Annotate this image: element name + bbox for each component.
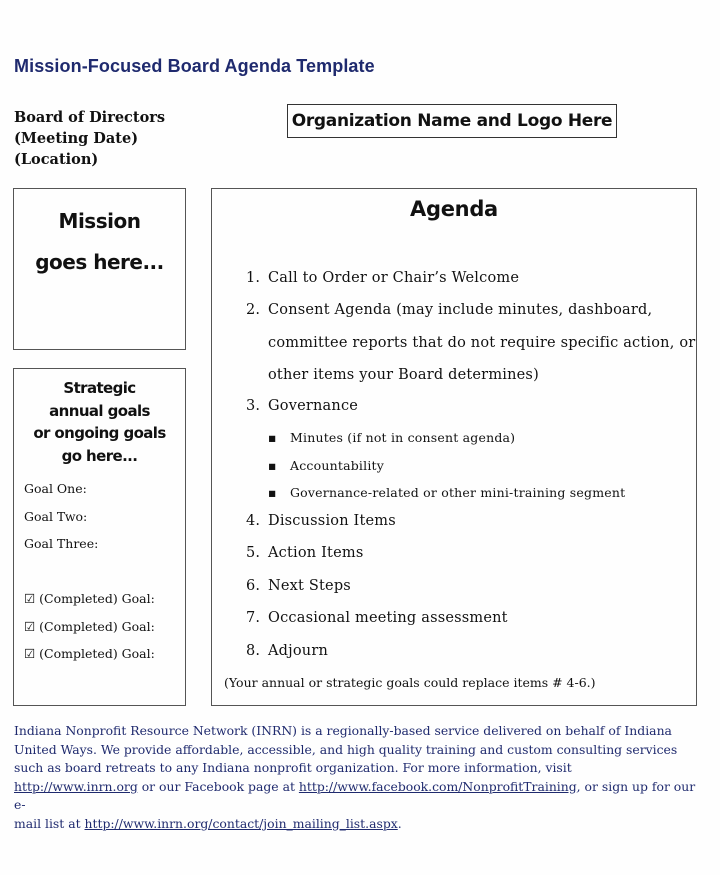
footer-info xyxy=(14,722,704,833)
footer-text: Indiana Nonprofit Resource Network (INRN) is a regionally-based service delivered on behalf of Indiana xyxy=(14,723,672,738)
goal-item: Goal Two: xyxy=(24,508,88,524)
bullet-icon: ▪ xyxy=(268,485,277,500)
mailing-list-link[interactable]: http://www.inrn.org/contact/join_mailing_list.aspx xyxy=(84,815,398,831)
agenda-box xyxy=(211,188,697,706)
completed-goal-item: ☑ (Completed) Goal: xyxy=(24,591,155,606)
agenda-item-text: Discussion Items xyxy=(268,513,396,529)
agenda-item-text: Consent Agenda (may include minutes, dashboard, xyxy=(268,302,653,318)
facebook-link[interactable]: http://www.facebook.com/NonprofitTraining xyxy=(298,778,577,794)
agenda-item-number: 3. xyxy=(246,398,261,414)
goal-item: Goal One: xyxy=(24,481,87,496)
bullet-icon: ▪ xyxy=(268,458,277,473)
completed-goal-item: ☑ (Completed) Goal: xyxy=(24,646,155,661)
goals-box xyxy=(13,368,186,706)
footer-text: , or sign up for our e- xyxy=(14,778,696,812)
agenda-item-text: Governance xyxy=(268,398,359,414)
agenda-item-number: 6. xyxy=(246,578,261,594)
agenda-note: (Your annual or strategic goals could replace items # 4-6.) xyxy=(224,675,596,690)
meeting-date: (Meeting Date) xyxy=(14,130,139,147)
bullet-icon: ▪ xyxy=(268,430,277,445)
subitem-text: Governance-related or other mini-training segment xyxy=(290,485,626,500)
mission-line-1: Mission xyxy=(58,209,141,233)
goals-heading xyxy=(14,377,185,467)
agenda-item-text: Occasional meeting assessment xyxy=(268,610,508,626)
subitem-text: Minutes (if not in consent agenda) xyxy=(290,430,516,445)
goal-item: Goal Three: xyxy=(24,536,99,551)
agenda-item-number: 1. xyxy=(246,270,261,286)
goals-heading-line: go here... xyxy=(61,446,138,465)
agenda-item-text: Adjourn xyxy=(268,643,328,659)
footer-text: mail list at xyxy=(14,815,85,831)
agenda-item-number: 4. xyxy=(246,513,261,529)
footer-text: such as board retreats to any Indiana nonprofit organization. For more information, visit xyxy=(14,760,572,775)
agenda-item-number: 8. xyxy=(246,643,261,659)
completed-goal-item: ☑ (Completed) Goal: xyxy=(24,618,155,634)
agenda-item-text: Action Items xyxy=(268,545,364,561)
agenda-item-text: Call to Order or Chair’s Welcome xyxy=(268,270,520,286)
inrn-link[interactable]: http://www.inrn.org xyxy=(14,778,138,794)
agenda-item-text: other items your Board determines) xyxy=(268,367,539,383)
organization-logo-placeholder xyxy=(287,104,617,138)
meeting-info xyxy=(14,107,165,170)
agenda-heading: Agenda xyxy=(410,197,498,221)
agenda-item-number: 7. xyxy=(246,610,261,626)
mission-line-2: goes here... xyxy=(35,250,164,274)
subitem-text: Accountability xyxy=(290,458,385,473)
org-placeholder-text: Organization Name and Logo Here xyxy=(291,111,613,131)
footer-text: United Ways. We provide affordable, accessible, and high quality training and custom consulting services xyxy=(14,741,678,757)
footer-text: . xyxy=(397,815,402,831)
agenda-item-text: Next Steps xyxy=(268,578,351,594)
goals-heading-line: Strategic xyxy=(63,379,136,397)
footer-text: or our Facebook page at xyxy=(137,778,299,794)
agenda-item-number: 5. xyxy=(246,545,261,561)
page-title: Mission-Focused Board Agenda Template xyxy=(14,56,375,76)
completed-goal-list xyxy=(24,591,155,674)
meeting-location: (Location) xyxy=(14,151,99,168)
board-label: Board of Directors xyxy=(14,109,166,126)
goals-heading-line: or ongoing goals xyxy=(33,424,166,442)
agenda-item-number: 2. xyxy=(246,302,261,318)
goal-list xyxy=(24,481,98,564)
agenda-item-text: committee reports that do not require specific action, or xyxy=(268,335,696,351)
goals-heading-line: annual goals xyxy=(49,401,150,420)
mission-box xyxy=(13,188,186,350)
